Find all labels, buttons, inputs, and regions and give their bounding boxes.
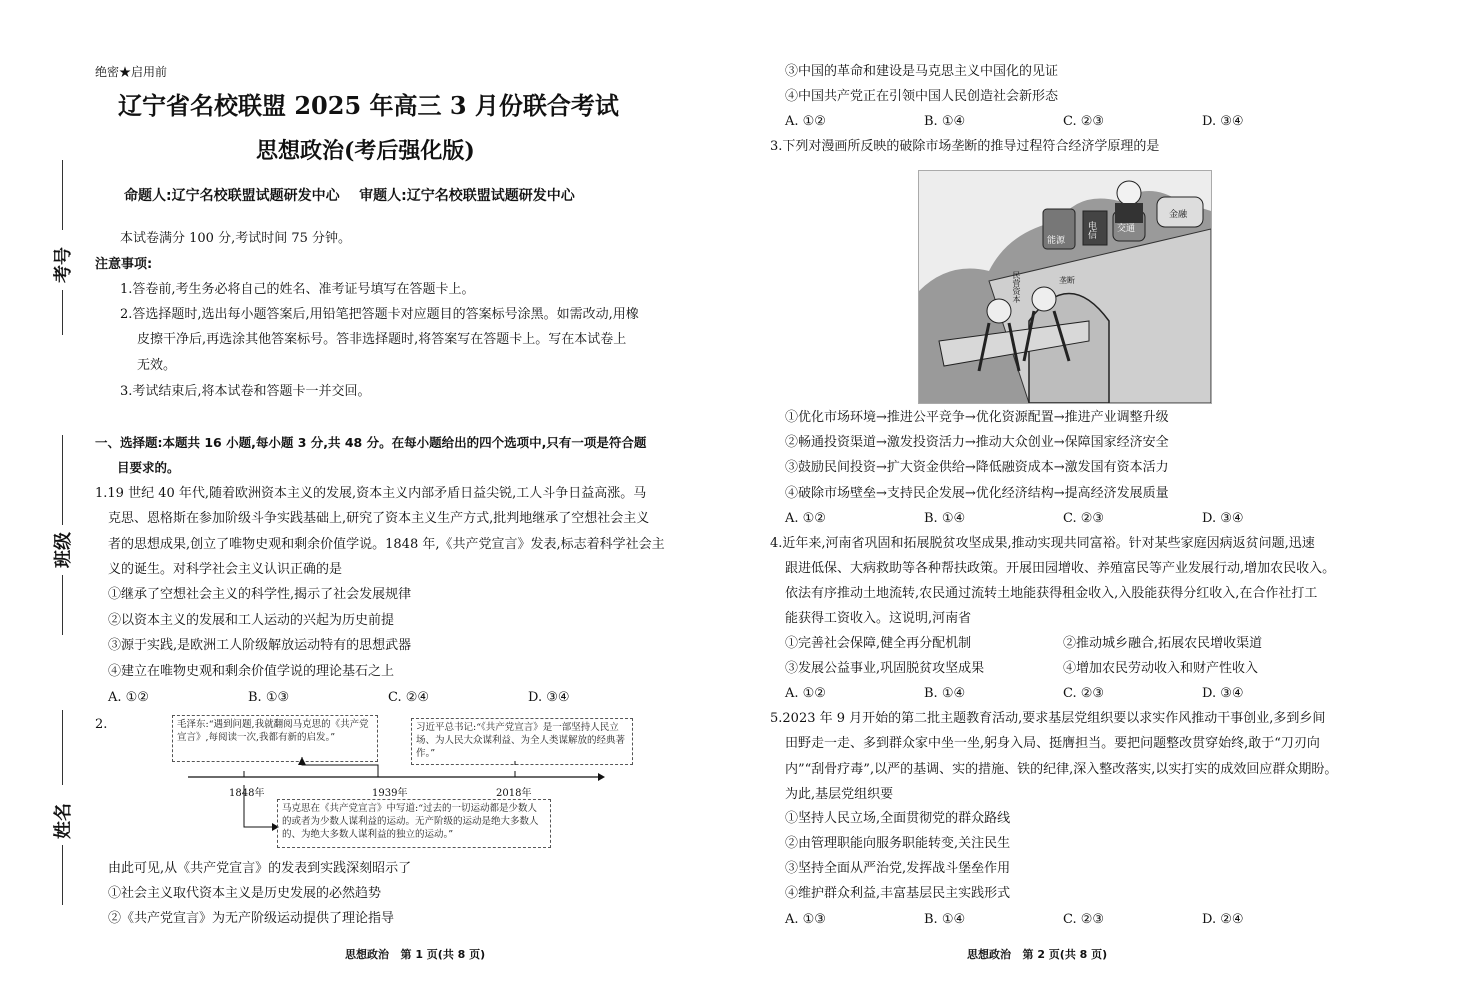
q3-statement: ④破除市场壁垒→支持民企发展→优化经济结构→提高经济发展质量 [785,486,1169,501]
notice-item: 皮擦干净后,再选涂其他答案标号。答非选择题时,将答案写在答题卡上。写在本试卷上 [137,332,627,347]
q2-statement: ③中国的革命和建设是马克思主义中国化的见证 [785,64,1059,79]
option-a[interactable]: A. ①② [108,690,149,705]
q5-statement: ①坚持人民立场,全面贯彻党的群众路线 [785,811,1011,826]
page-footer: 思想政治 第 2 页(共 8 页) [967,948,1108,961]
q2-options [785,114,1282,129]
q4-statement: ①完善社会保障,健全再分配机制 [785,636,972,651]
label-finance: 金融 [1169,210,1188,220]
page-footer: 思想政治 第 1 页(共 8 页) [345,948,486,961]
label-private-capital: 民营资本 [1012,271,1021,303]
q3-statement: ①优化市场环境→推进公平竞争→优化资源配置→推进产业调整升级 [785,410,1169,425]
q3-statement: ②畅通投资渠道→激发投资活力→推动大众创业→保障国家经济安全 [785,435,1169,450]
q5-stem: 为此,基层党组织要 [785,787,894,802]
cartoon-drawing [919,171,1211,403]
option-c[interactable]: C. ②③ [1063,686,1105,701]
class-label: 班级 [53,532,74,568]
q5-stem: 5.2023 年 9 月开始的第二批主题教育活动,要求基层党组织要以求实作风推动干事创业,多到乡间 [770,711,1326,726]
option-d[interactable]: D. ③④ [1202,686,1244,701]
q3-options [785,511,1282,526]
q2-statement: ①社会主义取代资本主义是历史发展的必然趋势 [108,886,382,901]
binding-line [62,845,63,905]
exam-subtitle: 思想政治(考后强化版) [256,138,475,164]
q1-stem: 者的思想成果,创立了唯物史观和剩余价值学说。1848 年,《共产党宣言》发表,标志着科学社会主 [108,537,665,552]
q2-statement: ②《共产党宣言》为无产阶级运动提供了理论指导 [108,911,395,926]
confidential-mark: 绝密★启用前 [95,65,168,79]
label-energy: 能源 [1047,236,1066,246]
notice-item: 1.答卷前,考生务必将自己的姓名、准考证号填写在答题卡上。 [120,282,475,297]
option-a[interactable]: A. ①③ [785,912,826,927]
year-label: 1939年 [372,788,408,799]
q1-statement: ③源于实践,是欧洲工人阶级解放运动特有的思想武器 [108,638,412,653]
option-b[interactable]: B. ①④ [924,686,966,701]
q1-stem: 1.19 世纪 40 年代,随着欧洲资本主义的发展,资本主义内部矛盾日益尖锐,工人斗争日益高涨。马 [95,486,647,501]
q1-stem: 克思、恩格斯在参加阶级斗争实践基础上,研究了资本主义生产方式,批判地继承了空想社会主义 [108,511,650,526]
marx-quote-box: 马克思在《共产党宣言》中写道:“过去的一切运动都是少数人的或者为少数人谋利益的运动。无产阶级的运动是绝大多数人的、为绝大多数人谋利益的独立的运动。” [277,799,551,848]
section-heading: 一、选择题:本题共 16 小题,每小题 3 分,共 48 分。在每小题给出的四个选项中,只有一项是符合题 [95,435,647,450]
notice-item: 3.考试结束后,将本试卷和答题卡一并交回。 [120,384,371,399]
option-b[interactable]: B. ①③ [248,690,290,705]
binding-line [62,435,63,525]
timeline-arrow [598,773,605,781]
option-a[interactable]: A. ①② [785,686,826,701]
notice-item: 2.答选择题时,选出每小题答案后,用铅笔把答题卡对应题目的答案标号涂黑。如需改动,用橡 [120,307,639,322]
q4-stem: 4.近年来,河南省巩固和拓展脱贫攻坚成果,推动实现共同富裕。针对某些家庭因病返贫问题,迅速 [770,536,1315,551]
option-d[interactable]: D. ③④ [1202,511,1244,526]
xi-quote-box: 习近平总书记:“《共产党宣言》是一部坚持人民立场、为人民大众谋利益、为全人类谋解放的经典著作。” [411,718,633,765]
option-d[interactable]: D. ②④ [1202,912,1244,927]
binding-line [62,575,63,635]
q1-stem: 义的诞生。对科学社会主义认识正确的是 [108,562,343,577]
option-c[interactable]: C. ②③ [1063,114,1105,129]
q4-statement: ②推动城乡融合,拓展农民增收渠道 [1063,636,1263,651]
option-d[interactable]: D. ③④ [1202,114,1244,129]
label-transport: 交通 [1117,224,1136,234]
authors-line: 命题人:辽宁名校联盟试题研发中心 审题人:辽宁名校联盟试题研发中心 [124,188,575,204]
q2-number: 2. [95,717,108,732]
option-c[interactable]: C. ②④ [388,690,430,705]
option-b[interactable]: B. ①④ [924,912,966,927]
mao-quote-box: 毛泽东:“遇到问题,我就翻阅马克思的《共产党宣言》,每阅读一次,我都有新的启发。” [172,715,378,762]
q5-stem: 田野走一走、多到群众家中坐一坐,躬身入局、挺膺担当。要把问题整改贯穿始终,敢于“刀刃向 [785,736,1320,751]
connector-mao [302,757,378,777]
q5-statement: ④维护群众利益,丰富基层民主实践形式 [785,886,1011,901]
q5-stem: 内”“刮骨疗毒”,以严的基调、实的措施、铁的纪律,深入整改落实,以实打实的成效回应群众期盼。 [785,762,1338,777]
option-c[interactable]: C. ②③ [1063,912,1105,927]
name-label: 姓名 [53,803,74,839]
option-a[interactable]: A. ①② [785,114,826,129]
q4-statement: ④增加农民劳动收入和财产性收入 [1063,661,1259,676]
q4-stem: 跟进低保、大病救助等各种帮扶政策。开展田园增收、养殖富民等产业发展行动,增加农民收入。 [785,561,1336,576]
binding-line [62,710,63,785]
option-b[interactable]: B. ①④ [924,114,966,129]
binding-line [62,160,63,230]
exam-title: 辽宁省名校联盟 2025 年高三 3 月份联合考试 [118,91,619,120]
option-c[interactable]: C. ②③ [1063,511,1105,526]
q1-statement: ①继承了空想社会主义的科学性,揭示了社会发展规律 [108,587,412,602]
section-heading-cont: 目要求的。 [117,460,180,475]
q1-statement: ②以资本主义的发展和工人运动的兴起为历史前提 [108,613,395,628]
q5-statement: ②由管理职能向服务职能转变,关注民生 [785,836,1011,851]
q3-stem: 3.下列对漫画所反映的破除市场垄断的推导过程符合经济学原理的是 [770,139,1160,154]
q4-statement: ③发展公益事业,巩固脱贫攻坚成果 [785,661,985,676]
label-monopoly: 垄断 [1059,276,1075,285]
label-telecom: 电信 [1086,221,1096,239]
connector-mao-arrow [298,757,306,765]
year-label: 2018年 [496,788,532,799]
year-label: 1848年 [229,788,265,799]
q4-options [785,686,1282,701]
notice-item: 无效。 [137,358,177,373]
option-d[interactable]: D. ③④ [528,690,570,705]
option-b[interactable]: B. ①④ [924,511,966,526]
notice-heading: 注意事项: [95,257,153,272]
q1-options [108,690,608,705]
option-a[interactable]: A. ①② [785,511,826,526]
monopoly-cartoon [918,170,1212,404]
exam-number-label: 考号 [53,247,74,283]
q1-statement: ④建立在唯物史观和剩余价值学说的理论基石之上 [108,664,395,679]
q5-statement: ③坚持全面从严治党,发挥战斗堡垒作用 [785,861,1011,876]
binding-line [62,290,63,335]
q4-stem: 能获得工资收入。这说明,河南省 [785,611,972,626]
intro-text: 本试卷满分 100 分,考试时间 75 分钟。 [120,231,352,246]
q5-options [785,912,1282,927]
q3-statement: ③鼓励民间投资→扩大资金供给→降低融资成本→激发国有资本活力 [785,460,1169,475]
q2-statement: ④中国共产党正在引领中国人民创造社会新形态 [785,89,1059,104]
q2-stem: 由此可见,从《共产党宣言》的发表到实践深刻昭示了 [108,861,412,876]
q4-stem: 依法有序推动土地流转,农民通过流转土地能获得租金收入,入股能获得分红收入,在合作社打工 [785,586,1318,601]
